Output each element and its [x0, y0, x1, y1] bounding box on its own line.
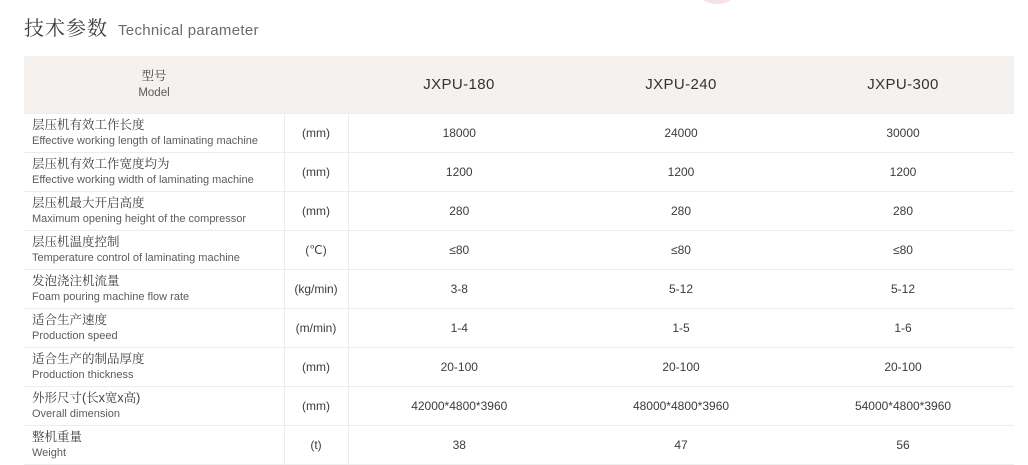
row-unit: (kg/min) — [284, 270, 348, 309]
table-row — [24, 387, 1014, 426]
table-row — [24, 153, 1014, 192]
table-header-row — [24, 56, 1014, 114]
header-model-1 — [348, 56, 570, 114]
table-row — [24, 192, 1014, 231]
row-label — [24, 426, 284, 465]
page-title — [24, 12, 259, 41]
table-row — [24, 231, 1014, 270]
row-value-1: 38 — [348, 426, 570, 465]
row-label-en: Overall dimension — [32, 408, 121, 421]
row-value-3: ≤80 — [792, 231, 1014, 270]
row-value-2: 20-100 — [570, 348, 792, 387]
row-value-2: 5-12 — [570, 270, 792, 309]
row-label-cn: 外形尺寸(长x宽x高) — [32, 390, 141, 405]
row-label — [24, 192, 284, 231]
row-unit: (mm) — [284, 114, 348, 153]
table-row — [24, 348, 1014, 387]
table-row — [24, 309, 1014, 348]
row-label-en: Effective working width of laminating machine — [32, 174, 254, 187]
row-value-1: 3-8 — [348, 270, 570, 309]
row-value-2: 24000 — [570, 114, 792, 153]
row-label-cn: 层压机最大开启高度 — [32, 195, 145, 210]
model-name-3: JXPU-300 — [867, 76, 939, 93]
row-label-en: Production thickness — [32, 369, 134, 382]
page-title-cn: 技术参数 — [24, 18, 108, 40]
row-label-cn: 层压机有效工作长度 — [32, 117, 145, 132]
row-value-3: 56 — [792, 426, 1014, 465]
row-label — [24, 387, 284, 426]
model-name-1: JXPU-180 — [423, 76, 495, 93]
row-value-1: 280 — [348, 192, 570, 231]
technical-parameter-table — [24, 56, 1004, 465]
header-model-label-en: Model — [138, 87, 170, 100]
row-unit: (mm) — [284, 348, 348, 387]
row-value-2: 1-5 — [570, 309, 792, 348]
row-value-3: 5-12 — [792, 270, 1014, 309]
table-row — [24, 270, 1014, 309]
row-value-1: 1200 — [348, 153, 570, 192]
header-model-3 — [792, 56, 1014, 114]
row-label-en: Weight — [32, 447, 67, 460]
model-name-2: JXPU-240 — [645, 76, 717, 93]
row-label — [24, 231, 284, 270]
row-label-cn: 适合生产的制品厚度 — [32, 351, 145, 366]
row-label-en: Foam pouring machine flow rate — [32, 291, 190, 304]
row-label — [24, 270, 284, 309]
row-label-en: Effective working length of laminating machine — [32, 135, 259, 148]
row-unit: (℃) — [284, 231, 348, 270]
row-value-3: 20-100 — [792, 348, 1014, 387]
row-value-1: ≤80 — [348, 231, 570, 270]
page-title-en: Technical parameter — [118, 22, 259, 39]
row-label-en: Temperature control of laminating machine — [32, 252, 240, 265]
row-value-3: 54000*4800*3960 — [792, 387, 1014, 426]
row-unit: (mm) — [284, 153, 348, 192]
header-model-label — [24, 56, 284, 114]
row-value-2: 47 — [570, 426, 792, 465]
row-value-2: 48000*4800*3960 — [570, 387, 792, 426]
header-model-label-cn: 型号 — [141, 68, 167, 83]
row-value-3: 30000 — [792, 114, 1014, 153]
row-value-3: 280 — [792, 192, 1014, 231]
row-label-cn: 整机重量 — [32, 429, 83, 444]
row-value-2: 280 — [570, 192, 792, 231]
row-label — [24, 114, 284, 153]
row-label-cn: 层压机温度控制 — [32, 234, 120, 249]
row-unit: (mm) — [284, 192, 348, 231]
decorative-blob — [690, 0, 744, 4]
row-value-1: 42000*4800*3960 — [348, 387, 570, 426]
header-unit — [284, 56, 348, 114]
row-unit: (mm) — [284, 387, 348, 426]
row-label — [24, 309, 284, 348]
row-label — [24, 153, 284, 192]
table-row — [24, 114, 1014, 153]
header-model-2 — [570, 56, 792, 114]
row-value-1: 18000 — [348, 114, 570, 153]
table-row — [24, 426, 1014, 465]
row-label-cn: 发泡浇注机流量 — [32, 273, 120, 288]
row-value-3: 1200 — [792, 153, 1014, 192]
row-value-2: ≤80 — [570, 231, 792, 270]
row-label — [24, 348, 284, 387]
row-label-en: Production speed — [32, 330, 118, 343]
row-unit: (t) — [284, 426, 348, 465]
row-value-3: 1-6 — [792, 309, 1014, 348]
row-value-1: 1-4 — [348, 309, 570, 348]
row-label-en: Maximum opening height of the compressor — [32, 213, 246, 226]
row-value-1: 20-100 — [348, 348, 570, 387]
row-label-cn: 层压机有效工作宽度均为 — [32, 156, 170, 171]
row-unit: (m/min) — [284, 309, 348, 348]
row-value-2: 1200 — [570, 153, 792, 192]
row-label-cn: 适合生产速度 — [32, 312, 108, 327]
